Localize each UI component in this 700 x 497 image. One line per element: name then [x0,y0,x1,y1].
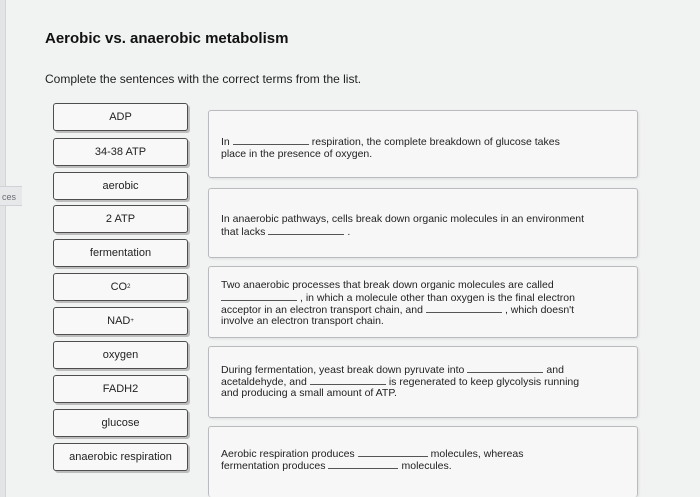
instructions-text: Complete the sentences with the correct terms from the list. [45,72,362,86]
term-glucose[interactable]: glucose [53,409,188,437]
sentence-box-4: During fermentation, yeast break down pyruvate into and acetaldehyde, and is regenerated to keep glycolysis running and producing a small amount of ATP. [208,346,638,418]
term-fadh2[interactable]: FADH2 [53,375,188,403]
drop-blank-4a[interactable] [467,363,543,373]
drop-blank-4b[interactable] [310,375,386,385]
term-adp[interactable]: ADP [53,103,188,131]
drop-blank-5b[interactable] [328,459,398,469]
left-panel-tab[interactable]: ces [0,186,22,206]
sentence-box-2: In anaerobic pathways, cells break down organic molecules in an environment that lacks . [208,188,638,258]
drop-blank-1a[interactable] [233,135,309,145]
term-oxygen[interactable]: oxygen [53,341,188,369]
drop-blank-2a[interactable] [268,225,344,235]
term-aerobic[interactable]: aerobic [53,172,188,200]
left-panel-edge [0,0,6,497]
term-34-38-atp[interactable]: 34-38 ATP [53,138,188,166]
term-anaerobic-respiration[interactable]: anaerobic respiration [53,443,188,471]
sentence-box-5: Aerobic respiration produces molecules, whereas fermentation produces molecules. [208,426,638,497]
term-nad[interactable]: NAD + [53,307,188,335]
drop-blank-3b[interactable] [426,303,502,313]
term-2-atp[interactable]: 2 ATP [53,205,188,233]
page-title: Aerobic vs. anaerobic metabolism [45,30,289,47]
drop-blank-5a[interactable] [358,447,428,457]
term-fermentation[interactable]: fermentation [53,239,188,267]
term-co2[interactable]: CO 2 [53,273,188,301]
drop-blank-3a[interactable] [221,291,297,301]
sentence-box-3: Two anaerobic processes that break down organic molecules are called , in which a molecule other than oxygen is the final electron acceptor in an electron transport chain, and , which doesn't involve an electron transport chain. [208,266,638,338]
sentence-box-1: In respiration, the complete breakdown of glucose takes place in the presence of oxygen. [208,110,638,178]
